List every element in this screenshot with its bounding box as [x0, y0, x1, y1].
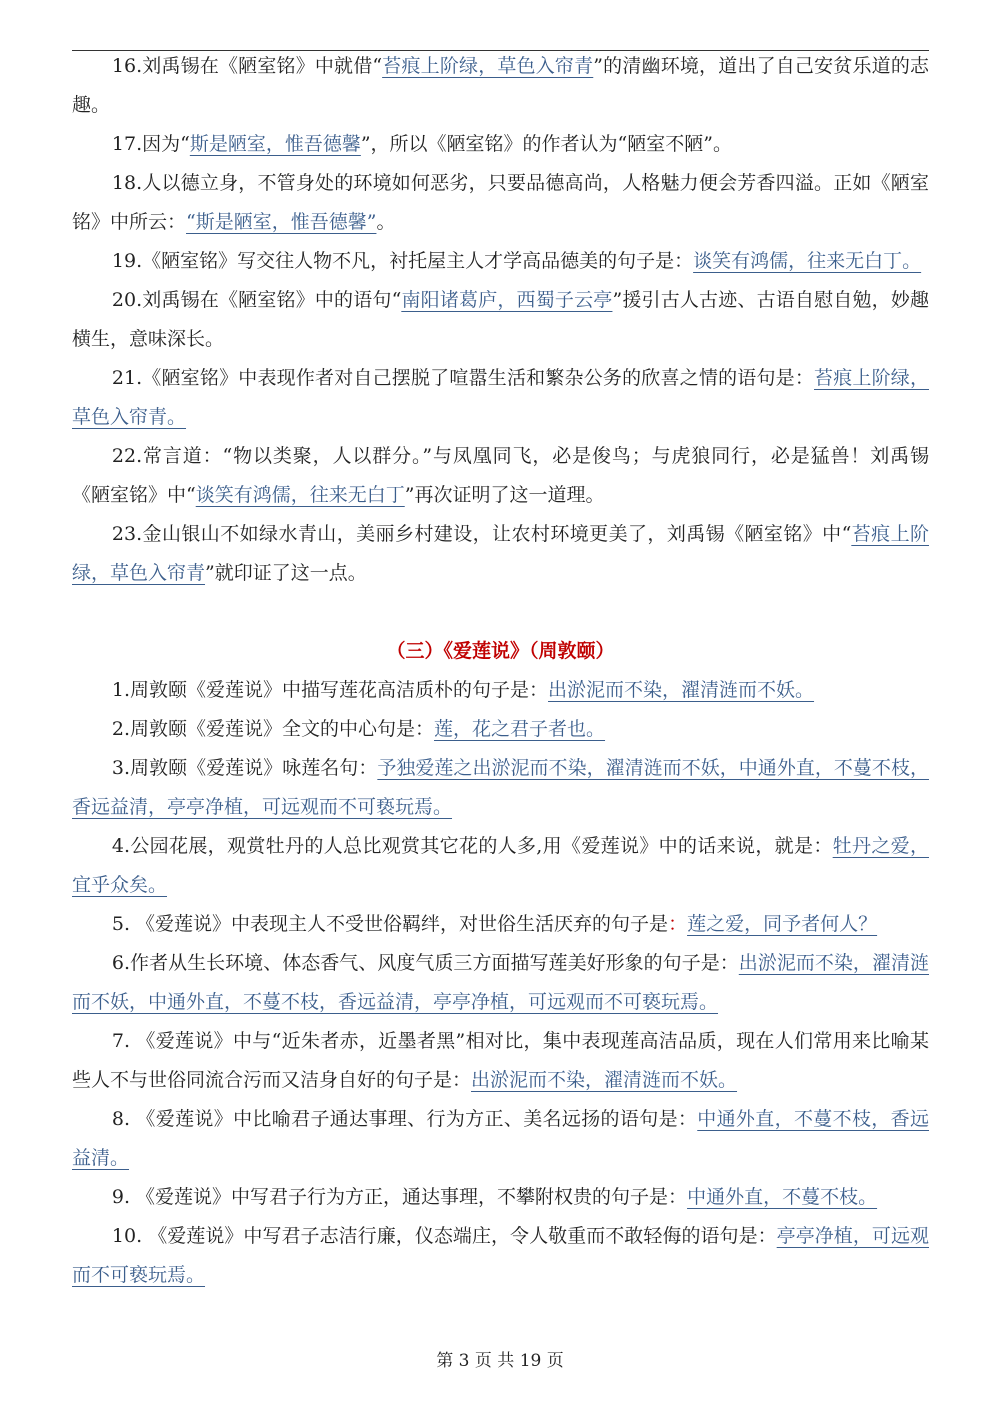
answer-text: 莲之爱，同予者何人？	[687, 913, 878, 935]
question-text: ”的清幽环境，道出了自己安贫乐道的志趣。	[72, 55, 929, 116]
section-heading: （三）《爱莲说》（周敦颐）	[386, 640, 615, 662]
answer-text: 予独爱莲之出淤泥而不染，濯清涟而不妖，中通外直，不蔓不枝，香远益清，亭亭净植，可远观而不可亵玩焉。	[72, 757, 929, 818]
red-colon: ：	[668, 913, 688, 935]
question-text: 3.周敦颐《爱莲说》咏莲名句：	[111, 757, 378, 779]
answer-text: 苔痕上阶绿，草色入帘青。	[72, 367, 929, 428]
question-text: 4.公园花展，观赏牡丹的人总比观赏其它花的人多,用《爱莲说》中的话来说，就是：	[111, 835, 833, 857]
document-body	[72, 47, 929, 1295]
question-text: 17.因为“	[111, 133, 190, 155]
answer-text: 谈笑有鸿儒，往来无白丁。	[693, 250, 922, 272]
question-text: 16.刘禹锡在《陋室铭》中就借“	[111, 55, 383, 77]
question-text: 9. 《爱莲说》中写君子行为方正，通达事理，不攀附权贵的句子是：	[111, 1186, 688, 1208]
answer-text: 苔痕上阶绿，草色入帘青	[72, 523, 929, 584]
question-text: 1.周敦颐《爱莲说》中描写莲花高洁质朴的句子是：	[111, 679, 549, 701]
answer-text: 出淤泥而不染，濯清涟而不妖，中通外直，不蔓不枝，香远益清，亭亭净植，可远观而不可亵玩焉。	[72, 952, 929, 1013]
answer-text: 谈笑有鸿儒，往来无白丁	[195, 484, 405, 506]
list-item	[72, 125, 929, 164]
list-item	[72, 944, 929, 1022]
question-text: 19.《陋室铭》写交往人物不凡，衬托屋主人才学高品德美的句子是：	[111, 250, 694, 272]
question-text: 10. 《爱莲说》中写君子志洁行廉，仪态端庄，令人敬重而不敢轻侮的语句是：	[111, 1225, 777, 1247]
question-text: 23.金山银山不如绿水青山，美丽乡村建设，让农村环境更美了，刘禹锡《陋室铭》中“	[111, 523, 852, 545]
question-text: ”援引古人古迹、古语自慰自勉，妙趣横生，意味深长。	[72, 289, 930, 350]
answer-text: 南阳诸葛庐，西蜀子云亭	[401, 289, 613, 311]
question-text: ”就印证了这一点。	[205, 562, 367, 584]
answer-text: 出淤泥而不染，濯清涟而不妖。	[471, 1069, 738, 1091]
list-item	[72, 242, 929, 281]
list-item	[72, 827, 929, 905]
list-item	[72, 164, 929, 242]
question-text: 2.周敦颐《爱莲说》全文的中心句是：	[111, 718, 435, 740]
answer-text: 中通外直，不蔓不枝。	[687, 1186, 878, 1208]
question-text: 5. 《爱莲说》中表现主人不受世俗羁绊，对世俗生活厌弃的句子是	[111, 913, 669, 935]
list-item	[72, 281, 929, 359]
answer-text: 苔痕上阶绿，草色入帘青	[382, 55, 594, 77]
list-item	[72, 1022, 929, 1100]
question-text: 8. 《爱莲说》中比喻君子通达事理、行为方正、美名远扬的语句是：	[111, 1108, 698, 1130]
list-item	[72, 1100, 929, 1178]
list-item	[72, 515, 929, 593]
question-text: 。	[376, 211, 396, 233]
list-item	[72, 359, 929, 437]
list-item	[72, 749, 929, 827]
question-text: 20.刘禹锡在《陋室铭》中的语句“	[111, 289, 402, 311]
list-item	[72, 710, 929, 749]
question-text: 18.人以德立身，不管身处的环境如何恶劣，只要品德高尚，人格魅力便会芳香四溢。正如《陋室铭》中所云：	[72, 172, 929, 233]
list-item	[72, 671, 929, 710]
question-text: ”再次证明了这一道理。	[404, 484, 605, 506]
list-item	[72, 1217, 929, 1295]
answer-text: 斯是陋室，惟吾德馨	[189, 133, 361, 155]
section-ailianshuo-items	[72, 671, 929, 1295]
question-text: 7. 《爱莲说》中与“近朱者赤，近墨者黑”相对比，集中表现莲高洁品质，现在人们常用来比喻某些人不与世俗同流合污而又洁身自好的句子是：	[72, 1030, 929, 1091]
list-item	[72, 1178, 929, 1217]
list-item	[72, 47, 929, 125]
question-text: 22.常言道：“物以类聚，人以群分。”与凤凰同飞，必是俊鸟；与虎狼同行，必是猛兽！刘禹锡《陋室铭》中“	[72, 445, 929, 506]
question-text: 6.作者从生长环境、体态香气、风度气质三方面描写莲美好形象的句子是：	[111, 952, 739, 974]
section-loushiming-items	[72, 47, 929, 593]
list-item	[72, 437, 929, 515]
answer-text: “斯是陋室，惟吾德馨”	[186, 211, 377, 233]
question-text: 21.《陋室铭》中表现作者对自己摆脱了喧嚣生活和繁杂公务的欣喜之情的语句是：	[111, 367, 815, 389]
question-text: ”，所以《陋室铭》的作者认为“陋室不陋”。	[360, 133, 732, 155]
page-footer: 第 3 页 共 19 页	[436, 1351, 564, 1371]
answer-text: 出淤泥而不染，濯清涟而不妖。	[548, 679, 815, 701]
answer-text: 中通外直，不蔓不枝，香远益清。	[72, 1108, 929, 1169]
answer-text: 亭亭净植，可远观而不可亵玩焉。	[72, 1225, 929, 1286]
answer-text: 莲，花之君子者也。	[434, 718, 606, 740]
list-item	[72, 905, 929, 944]
answer-text: 牡丹之爱，宜乎众矣。	[72, 835, 929, 896]
